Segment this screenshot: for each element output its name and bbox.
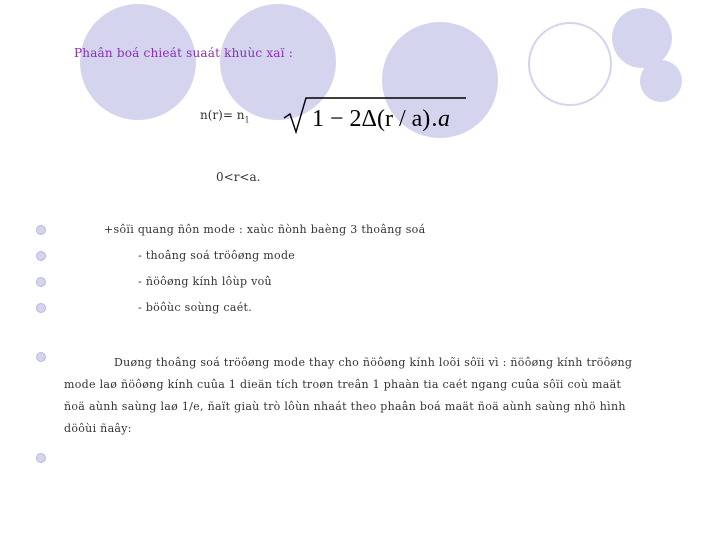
bullet-icon <box>36 303 46 313</box>
formula-lhs <box>200 108 250 124</box>
bullet-item-mode-field: - thoâng soá tröôøng mode <box>138 249 296 262</box>
range-condition: 0<r<a. <box>216 170 261 184</box>
bullet-icon <box>36 453 46 463</box>
formula-lhs-subscript: 1 <box>244 115 250 125</box>
bullet-icon <box>36 251 46 261</box>
decor-circle-4 <box>612 8 672 68</box>
decor-ring-1 <box>528 22 612 106</box>
decor-circle-5 <box>640 60 682 102</box>
bullet-item-cutoff-wavelength: - böôùc soùng caét. <box>138 301 253 314</box>
bullet-intro: +sôïi quang ñôn mode : xaùc ñònh baèng 3 thoâng soá <box>104 223 426 236</box>
formula-tail: .a <box>432 106 450 132</box>
bullet-item-cladding-diameter: - ñöôøng kính lôùp voû <box>138 275 272 288</box>
sqrt-expression <box>282 96 472 136</box>
bullet-icon <box>36 352 46 362</box>
bullet-icon <box>36 225 46 235</box>
mode-field-paragraph: Duøng thoâng soá tröôøng mode thay cho ñöôøng kính loõi sôïi vì : ñöôøng kính tröôøng mode laø ñöôøng kính cuûa 1 dieän tích troøn treân 1 phaàn tia caét ngang cuûa sôïi coù maät ñoä aùnh saùng laø 1/e, ñaït giaù trò lôùn nhaát theo phaân boá maät ñoä aùnh saùng nhö hình döôùi ñaây: <box>64 356 633 435</box>
slide-title: Phaân boá chieát suaát khuùc xaï : <box>74 46 293 60</box>
formula-radicand: 1 − 2Δ(r / a) <box>312 106 431 132</box>
formula-lhs-text: n(r)= n <box>200 108 245 122</box>
decor-circle-1 <box>80 4 196 120</box>
bullet-icon <box>36 277 46 287</box>
